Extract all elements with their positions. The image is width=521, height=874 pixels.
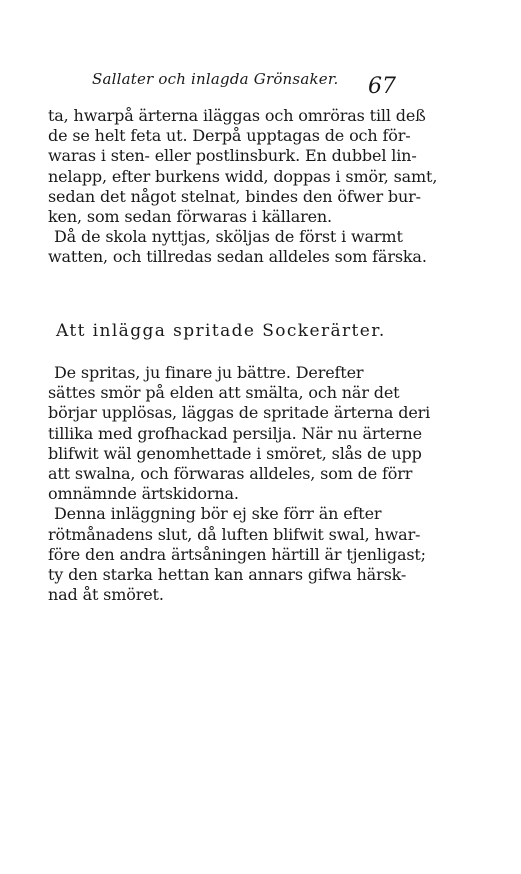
text-line: sedan det något stelnat, bindes den öfwer bur- (48, 186, 421, 206)
text-line: att swalna, och förwaras alldeles, som de förr (48, 463, 413, 483)
text-line: nad åt smöret. (48, 585, 164, 605)
text-line: rötmånadens slut, då luften blifwit swal, hwar- (48, 524, 421, 544)
text-line: nelapp, efter burkens widd, doppas i smör, samt, (48, 166, 438, 186)
text-line: ty den starka hettan kan annars gifwa härsk- (48, 564, 407, 584)
text-line: omnämnde ärtskidorna. (48, 484, 239, 504)
text-line: Då de skola nyttjas, sköljas de först i warmt (54, 227, 403, 247)
text-line: Denna inläggning bör ej ske förr än efter (54, 504, 382, 524)
text-line: börjar upplösas, läggas de spritade ärterna deri (48, 403, 431, 423)
text-block-bottom (48, 363, 431, 605)
text-line: ken, som sedan förwaras i källaren. (48, 206, 332, 226)
section-heading: Att inlägga spritade Sockerärter. (56, 321, 386, 341)
text-block-top (48, 106, 438, 268)
text-line: ta, hwarpå ärterna iläggas och omröras till deß (48, 106, 426, 125)
text-line: tillika med grofhackad persilja. När nu ärterne (48, 423, 422, 443)
page-number: 67 (368, 74, 396, 99)
running-title: Sallater och inlagda Grönsaker. (92, 70, 339, 88)
text-line: watten, och tillredas sedan alldeles som färska. (48, 247, 427, 267)
text-line: waras i sten- eller postlinsburk. En dubbel lin- (48, 146, 417, 166)
text-line: blifwit wäl genomhettade i smöret, slås de upp (48, 443, 422, 463)
text-line: sättes smör på elden att smälta, och när det (48, 383, 400, 403)
text-line: före den andra ärtsåningen härtill är tjenligast; (48, 544, 426, 564)
text-line: De spritas, ju finare ju bättre. Derefter (54, 363, 364, 382)
text-line: de se helt feta ut. Derpå upptagas de och för- (48, 126, 411, 146)
